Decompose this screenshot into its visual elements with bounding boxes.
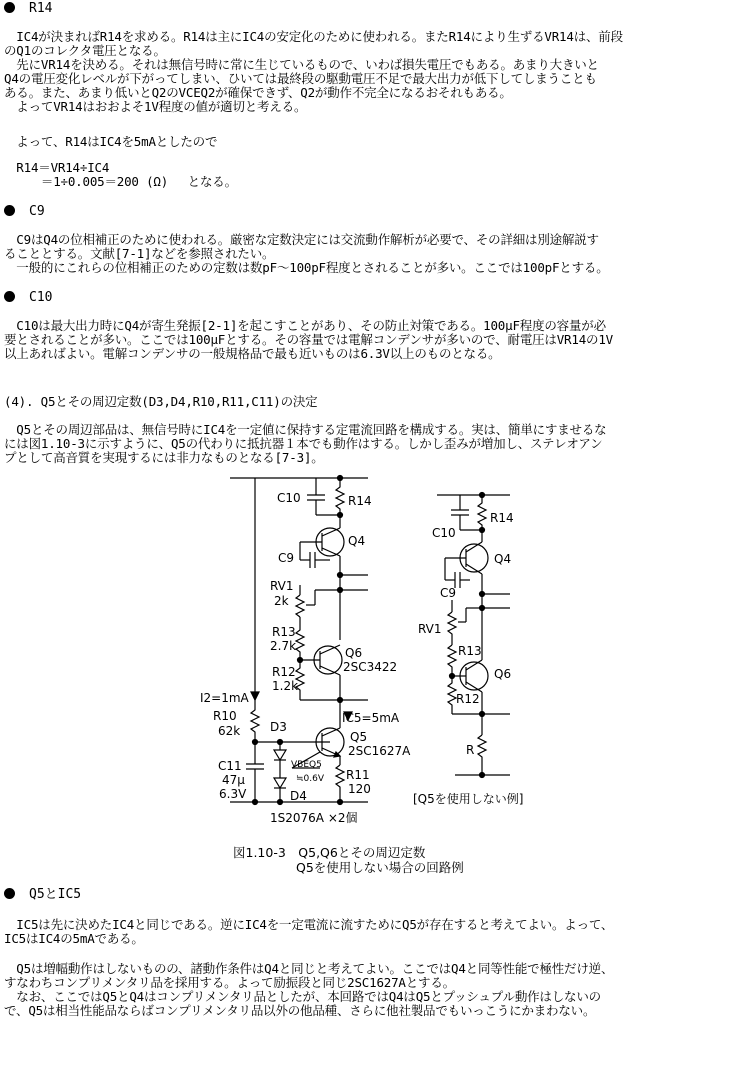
text-line: には図1.10-3に示すように、Q5の代わりに抵抗器１本でも動作はする。しかし歪みが増加し、ステレオアン xyxy=(4,436,603,451)
label-i2: I2=1mA xyxy=(200,691,249,705)
label-q5: Q5 xyxy=(350,730,368,744)
label-r13: R13 xyxy=(272,625,296,639)
label-q6-right: Q6 xyxy=(494,667,512,681)
text-line: Q5は増幅動作はしないものの、諸動作条件はQ4と同じと考えてよい。ここではQ4と同等性能で極性だけ逆、 xyxy=(4,961,614,976)
text-line: IC4が決まればR14を求める。R14は主にIC4の安定化のために使われる。またR14により生ずるVR14は、前段 xyxy=(4,29,623,44)
label-c11-voltage: 6.3V xyxy=(219,787,247,801)
heading-q5-ic5: Q5とIC5 xyxy=(4,888,81,902)
label-r12-right: R12 xyxy=(456,692,480,706)
text-line: よって、R14はIC4を5mAとしたので xyxy=(4,134,218,149)
figure-caption-sub: Q5を使用しない場合の回路例 xyxy=(296,860,464,875)
label-q4-right: Q4 xyxy=(494,552,512,566)
label-vbe-value: ≒0.6V xyxy=(296,774,325,784)
label-r14-right: R14 xyxy=(490,511,514,525)
label-q5-part: 2SC1627A xyxy=(348,744,411,758)
label-rv1-right: RV1 xyxy=(418,622,442,636)
label-r11-value: 120 xyxy=(348,782,371,796)
text-line: C10は最大出力時にQ4が寄生発振[2-1]を起こすことがあり、その防止対策である。100μF程度の容量が必 xyxy=(4,318,606,333)
label-r10-value: 62k xyxy=(218,724,241,738)
label-c11: C11 xyxy=(218,759,242,773)
label-c10-right: C10 xyxy=(432,526,456,540)
label-d3: D3 xyxy=(270,720,287,734)
text-line: 以上あればよい。電解コンデンサの一般規格品で最も近いものは6.3V以上のものとなる。 xyxy=(4,346,501,361)
label-diodes: 1S2076A ×2個 xyxy=(270,811,358,825)
label-c9: C9 xyxy=(278,551,295,565)
text-line: ることとする。文献[7-1]などを参照されたい。 xyxy=(4,246,275,261)
heading-c10: C10 xyxy=(4,291,52,305)
label-r13-right: R13 xyxy=(458,644,482,658)
text-line: C9はQ4の位相補正のために使われる。厳密な定数決定には交流動作解析が必要で、その詳細は別途解説す xyxy=(4,232,599,247)
heading-c9: C9 xyxy=(4,205,45,219)
bullet-icon xyxy=(4,888,15,899)
label-rv1: RV1 xyxy=(270,579,294,593)
text-line: IC5は先に決めたIC4と同じである。逆にIC4を一定電流に流すためにQ5が存在すると考えてよい。よって、 xyxy=(4,917,614,932)
label-r11: R11 xyxy=(346,768,370,782)
text-line: 要とされることが多い。ここでは100μFとする。その容量では電解コンデンサが多いので、耐電圧はVR14の1V xyxy=(4,332,613,347)
text-line: プとして高音質を実現するには非力なものとなる[7-3]。 xyxy=(4,450,324,465)
label-vbe: VBEQ5 xyxy=(291,760,322,770)
label-rv1-value: 2k xyxy=(274,594,289,608)
text-line: で、Q5は相当性能品ならばコンプリメンタリ品以外の他品種、さらに他社製品でもいっこうにかまわない。 xyxy=(4,1003,596,1018)
label-c10: C10 xyxy=(277,491,301,505)
text-line: よってVR14はおおよそ1V程度の値が適切と考える。 xyxy=(4,99,307,114)
label-r13-value: 2.7k xyxy=(270,639,297,653)
label-d4: D4 xyxy=(290,789,307,803)
text-line: Q5とその周辺部品は、無信号時にIC4を一定値に保持する定電流回路を構成する。実は、簡単にすませるな xyxy=(4,422,607,437)
label-r14: R14 xyxy=(348,494,372,508)
label-c9-right: C9 xyxy=(440,586,457,600)
heading-section-4: (4). Q5とその周辺定数(D3,D4,R10,R11,C11)の決定 xyxy=(4,394,318,409)
label-no-q5-note: [Q5を使用しない例] xyxy=(413,792,524,806)
text-line: すなわちコンプリメンタリ品を採用する。よって励振段と同じ2SC1627Aとする。 xyxy=(4,975,455,990)
heading-r14: R14 xyxy=(4,2,52,16)
text-line: IC5はIC4の5mAである。 xyxy=(4,931,144,946)
text-line: ある。また、あまり低いとQ2のVCEQ2が確保できず、Q2が動作不完全になるおそれもある。 xyxy=(4,85,512,100)
label-ic5: IC5=5mA xyxy=(342,711,400,725)
text-line: Q4の電圧変化レベルが下がってしまい、ひいては最終段の駆動電圧不足で最大出力が低下してしまうことも xyxy=(4,71,597,86)
label-r-right: R xyxy=(466,743,475,757)
formula-line: ＝1÷0.005＝200 (Ω) となる。 xyxy=(4,174,237,189)
label-q6: Q6 xyxy=(345,646,363,660)
text-line: 一般的にこれらの位相補正のための定数は数pF～100pF程度とされることが多い。ここでは100pFとする。 xyxy=(4,260,609,275)
label-q4: Q4 xyxy=(348,534,366,548)
label-r12-value: 1.2k xyxy=(272,679,299,693)
label-q6-part: 2SC3422 xyxy=(343,660,398,674)
text-line: のQ1のコレクタ電圧となる。 xyxy=(4,43,166,58)
text-line: なお、ここではQ5とQ4はコンプリメンタリ品としたが、本回路ではQ4はQ5とプッシュプル動作はしないの xyxy=(4,989,601,1004)
formula-line: R14＝VR14÷IC4 xyxy=(4,160,110,175)
label-r12: R12 xyxy=(272,665,296,679)
label-r10: R10 xyxy=(213,709,237,723)
text-line: 先にVR14を決める。それは無信号時に常に生じているもので、いわば損失電圧でもある。あまり大きいと xyxy=(4,57,599,72)
label-c11-value: 47μ xyxy=(222,773,245,787)
figure-caption: 図1.10-3 Q5,Q6とその周辺定数 xyxy=(233,845,426,860)
